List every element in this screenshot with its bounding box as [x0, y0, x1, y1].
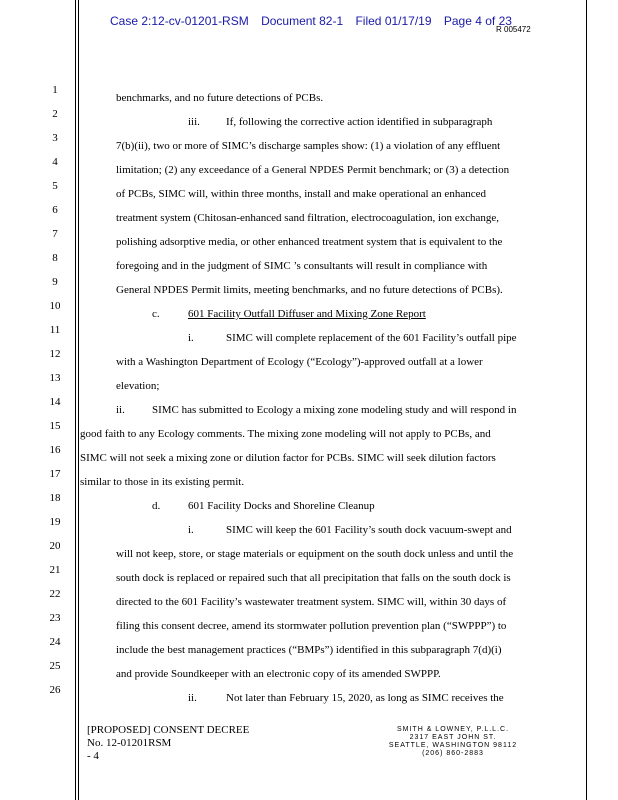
line-number: 17 — [49, 468, 61, 480]
body-line: directed to the 601 Facility’s wastewater treatment system. SIMC will, within 30 days of — [116, 596, 507, 608]
firm-street: 2317 EAST JOHN ST. — [409, 734, 497, 741]
left-margin-rule — [75, 0, 76, 800]
firm-name: SMITH & LOWNEY, P.L.L.C. — [396, 726, 510, 733]
body-line: 7(b)(ii), two or more of SIMC’s discharge samples show: (1) a violation of any effluent — [116, 140, 501, 152]
body-line: SIMC will keep the 601 Facility’s south dock vacuum-swept and — [226, 524, 512, 536]
line-number: 23 — [49, 612, 61, 624]
clause-label: ii. — [116, 404, 125, 416]
body-line: SIMC will complete replacement of the 601 Facility’s outfall pipe — [226, 332, 517, 344]
body-line: General NPDES Permit limits, meeting benchmarks, and no future detections of PCBs). — [116, 284, 503, 296]
line-number: 10 — [49, 300, 61, 312]
line-number: 2 — [52, 108, 58, 120]
line-number: 26 — [49, 684, 61, 696]
body-line: SIMC has submitted to Ecology a mixing zone modeling study and will respond in — [152, 404, 517, 416]
line-number: 1 — [52, 84, 58, 96]
body-line: Not later than February 15, 2020, as long as SIMC receives the — [226, 692, 504, 704]
section-label: c. — [152, 308, 160, 320]
law-firm-block — [388, 726, 518, 758]
body-line: similar to those in its existing permit. — [80, 476, 245, 488]
line-number: 3 — [52, 132, 58, 144]
line-number: 5 — [52, 180, 58, 192]
case-number: Case 2:12-cv-01201-RSM — [110, 14, 249, 28]
footer-document-title: [PROPOSED] CONSENT DECREE — [87, 724, 250, 736]
line-number: 21 — [49, 564, 61, 576]
section-heading: 601 Facility Outfall Diffuser and Mixing Zone Report — [188, 308, 426, 320]
clause-label: ii. — [188, 692, 197, 704]
clause-label: iii. — [188, 116, 200, 128]
line-number: 12 — [49, 348, 61, 360]
bates-number: R 005472 — [496, 25, 531, 34]
firm-phone: (206) 860-2883 — [422, 750, 484, 757]
footer-caption — [87, 724, 249, 763]
line-number: 14 — [49, 396, 61, 408]
line-number: 24 — [49, 636, 61, 648]
filed-date: Filed 01/17/19 — [355, 14, 432, 28]
section-heading: 601 Facility Docks and Shoreline Cleanup — [188, 500, 375, 512]
body-line: If, following the corrective action identified in subparagraph — [226, 116, 493, 128]
line-number: 7 — [52, 228, 58, 240]
body-line: with a Washington Department of Ecology (“Ecology”)-approved outfall at a lower — [116, 356, 483, 368]
line-number: 9 — [52, 276, 58, 288]
body-line: and provide Soundkeeper with an electronic copy of its amended SWPPP. — [116, 668, 441, 680]
body-line: limitation; (2) any exceedance of a General NPDES Permit benchmark; or (3) a detection — [116, 164, 510, 176]
body-line: polishing adsorptive media, or other enhanced treatment system that is equivalent to the — [116, 236, 503, 248]
footer-page-number: - 4 — [87, 750, 99, 762]
clause-label: i. — [188, 524, 194, 536]
body-line: south dock is replaced or repaired such that all precipitation that falls on the south dock is — [116, 572, 511, 584]
line-number: 4 — [52, 156, 58, 168]
line-number: 25 — [49, 660, 61, 672]
line-number: 6 — [52, 204, 58, 216]
line-number: 13 — [49, 372, 61, 384]
document-number: Document 82-1 — [261, 14, 344, 28]
line-number: 11 — [49, 324, 61, 336]
body-line: will not keep, store, or stage materials or equipment on the south dock unless and until the — [116, 548, 514, 560]
line-number: 22 — [49, 588, 61, 600]
section-label: d. — [152, 500, 161, 512]
body-line: good faith to any Ecology comments. The mixing zone modeling will not apply to PCBs, and — [80, 428, 491, 440]
body-line: of PCBs, SIMC will, within three months, install and make operational an enhanced — [116, 188, 486, 200]
line-number: 8 — [52, 252, 58, 264]
body-line: elevation; — [116, 380, 160, 392]
body-line: foregoing and in the judgment of SIMC ’s consultants will result in compliance with — [116, 260, 488, 272]
line-number: 20 — [49, 540, 61, 552]
line-number: 19 — [49, 516, 61, 528]
body-line: benchmarks, and no future detections of PCBs. — [116, 92, 324, 104]
line-number: 15 — [49, 420, 61, 432]
footer-case-number: No. 12-01201RSM — [87, 737, 172, 749]
left-margin-rule-inner — [78, 0, 79, 800]
right-margin-rule — [586, 0, 587, 800]
line-number: 18 — [49, 492, 61, 504]
body-line: filing this consent decree, amend its stormwater pollution prevention plan (“SWPPP”) to — [116, 620, 507, 632]
body-line: include the best management practices (“BMPs”) identified in this subparagraph 7(d)(i) — [116, 644, 502, 656]
firm-city: SEATTLE, WASHINGTON 98112 — [388, 742, 518, 749]
body-line: treatment system (Chitosan-enhanced sand filtration, electrocoagulation, ion exchange, — [116, 212, 500, 224]
body-line: SIMC will not seek a mixing zone or dilution factor for PCBs. SIMC will seek dilution factors — [80, 452, 496, 464]
court-filing-header — [110, 14, 521, 28]
line-number: 16 — [49, 444, 61, 456]
page-count: Page 4 of 23 — [443, 14, 512, 28]
clause-label: i. — [188, 332, 194, 344]
